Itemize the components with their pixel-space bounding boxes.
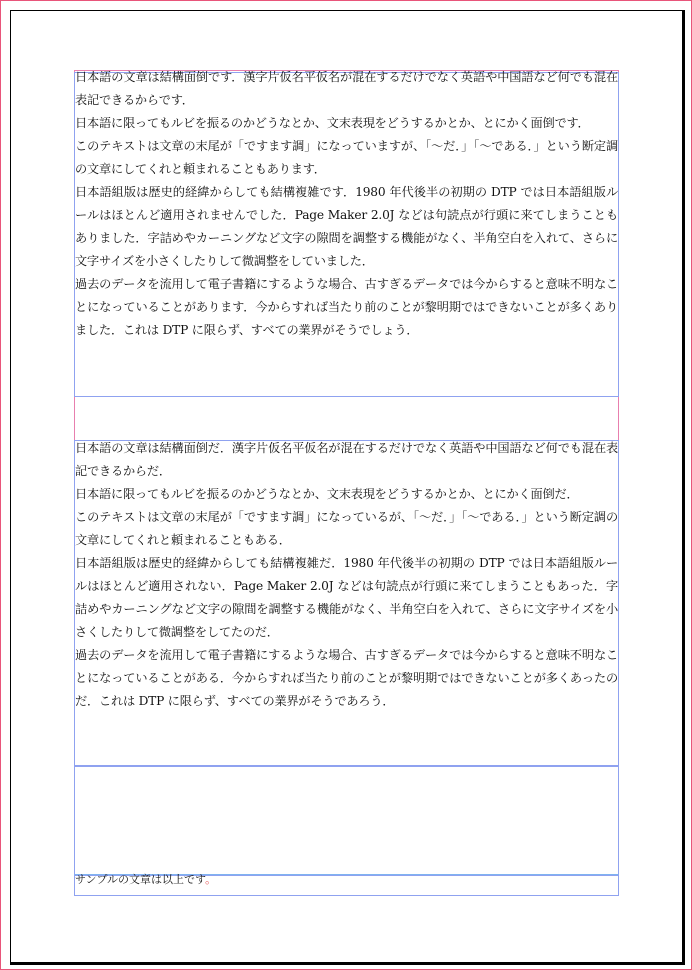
paragraph: 日本語組版は歴史的経緯からしても結構複雑だ．1980 年代後半の初期の DTP では日本語組版ルールはほとんど適用されない．Page Maker 2.0J などは句読点が行頭に来てしまうこともあった．字詰めやカーニングなど文字の隙間を調整する機能がなく、半角空白を入れて、さらに文字サイズを小さくしたりして微調整をしてたのだ． <box>75 556 618 639</box>
text-frame-empty[interactable] <box>74 766 619 876</box>
paragraph: 日本語組版は歴史的経緯からしても結構複雑です．1980 年代後半の初期の DTP では日本語組版ルールはほとんど適用されませんでした．Page Maker 2.0J などは句読点が行頭に来てしまうこともありました．字詰めやカーニングなど文字の隙間を調整する機能がなく、半角空白を入れて、さらに文字サイズを小さくしたりして微調整をしていました． <box>75 185 618 268</box>
paragraph: 日本語に限ってもルビを振るのかどうなとか、文末表現をどうするかとか、とにかく面倒です． <box>75 116 590 130</box>
footer-sentence: サンプルの文章は以上です <box>75 873 206 886</box>
paragraph: 過去のデータを流用して電子書籍にするような場合、古すぎるデータでは今からすると意味不明なことになっていることがある．今からすれば当たり前のことが黎明期ではできないことが多くあったのだ．これは DTP に限らず、すべての業界がそうであろう． <box>75 648 618 708</box>
paragraph: このテキストは文章の末尾が「ですます調」になっていますが、「～だ．」「～である．」という断定調の文章にしてくれと頼まれることもあります． <box>75 139 618 176</box>
paragraph: 日本語に限ってもルビを振るのかどうなとか、文末表現をどうするかとか、とにかく面倒だ． <box>75 487 579 501</box>
footer-text <box>75 872 216 888</box>
plain-section <box>75 437 618 713</box>
paragraph: 過去のデータを流用して電子書籍にするような場合、古すぎるデータでは今からすると意味不明なことになっていることがあります．今からすれば当たり前のことが黎明期ではできないことが多くありました．これは DTP に限らず、すべての業界がそうでしょう． <box>75 277 618 337</box>
polite-section <box>75 66 618 342</box>
paragraph: このテキストは文章の末尾が「ですます調」になっているが、「～だ．」「～である．」という断定調の文章にしてくれと頼まれることもある． <box>75 510 618 547</box>
end-of-story-mark: 。 <box>205 873 217 886</box>
paragraph: 日本語の文章は結構面倒だ．漢字片仮名平仮名が混在するだけでなく英語や中国語など何でも混在表記できるからだ． <box>75 441 618 478</box>
paragraph: 日本語の文章は結構面倒です．漢字片仮名平仮名が混在するだけでなく英語や中国語など何でも混在表記できるからです． <box>75 70 618 107</box>
